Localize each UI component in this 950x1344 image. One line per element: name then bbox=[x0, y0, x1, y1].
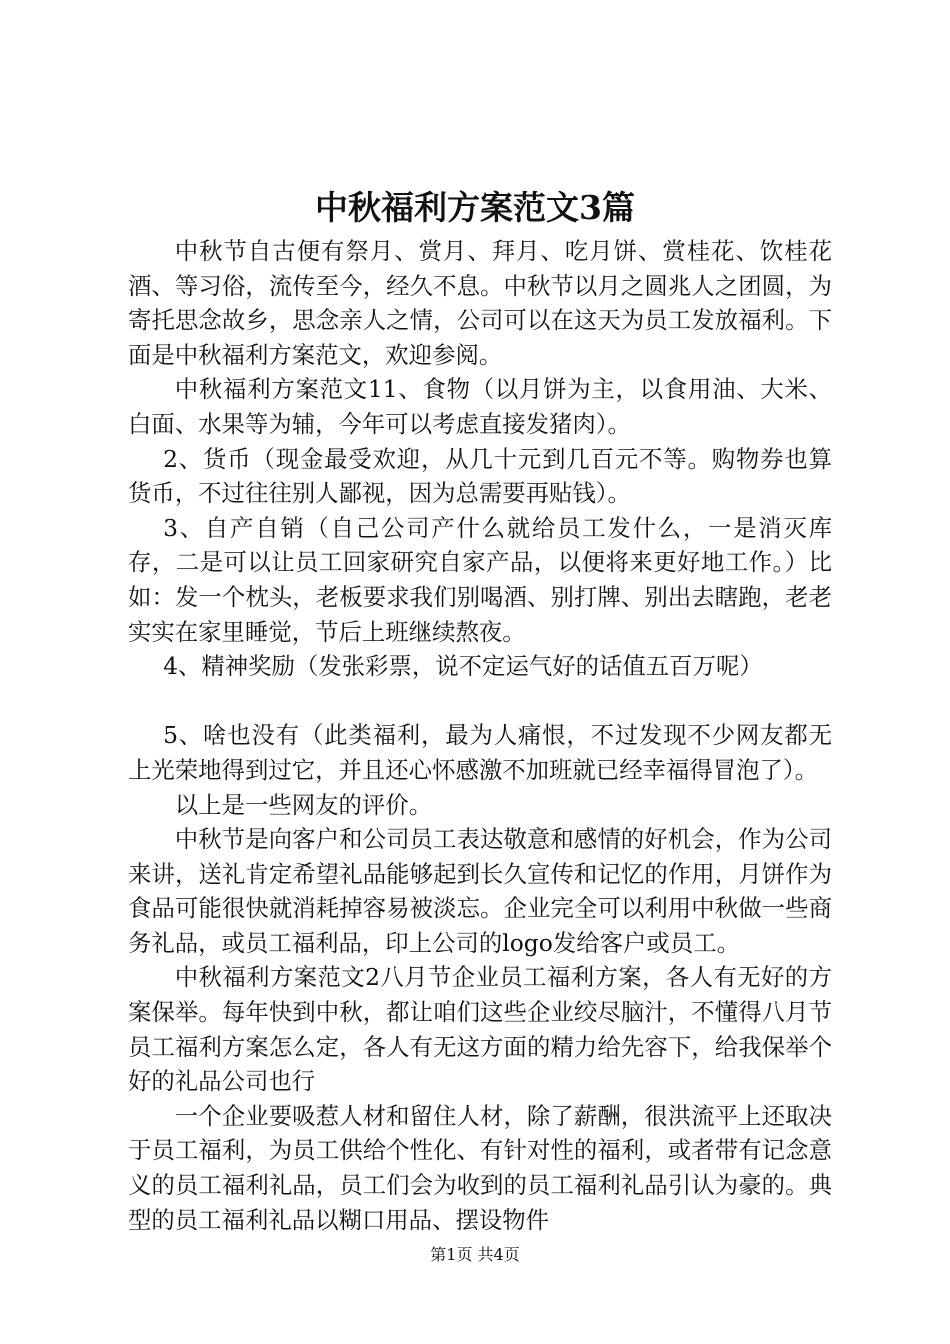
paragraph-item-2: 2、货币（现金最受欢迎，从几十元到几百元不等。购物券也算货币，不过往往别人鄙视，因为总需要再贴钱）。 bbox=[128, 444, 832, 508]
document-title: 中秋福利方案范文3篇 bbox=[315, 188, 635, 227]
paragraph-sample-2: 中秋福利方案范文2八月节企业员工福利方案，各人有无好的方案保举。每年快到中秋，都让咱们这些企业绞尽脑汁，不懂得八月节员工福利方案怎么定，各人有无这方面的精力给先容下，给我保举个好的礼品公司也行 bbox=[128, 963, 832, 1096]
paragraph-item-4: 4、精神奖励（发张彩票，说不定运气好的话值五百万呢） bbox=[163, 652, 763, 681]
paragraph-item-5: 5、啥也没有（此类福利，最为人痛恨，不过发现不少网友都无上光荣地得到过它，并且还心怀感激不加班就已经幸福得冒泡了）。 bbox=[128, 721, 832, 784]
page-footer: 第1页 共4页 bbox=[430, 1245, 520, 1264]
paragraph-comment: 以上是一些网友的评价。 bbox=[174, 790, 433, 819]
paragraph-item-3: 3、自产自销（自己公司产什么就给员工发什么，一是消灭库存，二是可以让员工回家研究自家产品，以便将来更好地工作。）比如：发一个枕头，老板要求我们别喝酒、别打牌、别出去瞎跑，老老实实在家里睡觉，节后上班继续熬夜。 bbox=[128, 513, 832, 646]
blank-line bbox=[128, 684, 832, 719]
paragraph-intro: 中秋节自古便有祭月、赏月、拜月、吃月饼、赏桂花、饮桂花酒、等习俗，流传至今，经久不息。中秋节以月之圆兆人之团圆，为寄托思念故乡，思念亲人之情，公司可以在这天为员工发放福利。下面是中秋福利方案范文，欢迎参阅。 bbox=[128, 237, 832, 369]
paragraph-item-1: 中秋福利方案范文11、食物（以月饼为主，以食用油、大米、白面、水果等为辅，今年可以考虑直接发猪肉）。 bbox=[128, 375, 832, 438]
paragraph-opportunity: 中秋节是向客户和公司员工表达敬意和感情的好机会，作为公司来讲，送礼肯定希望礼品能够起到长久宣传和记忆的作用，月饼作为食品可能很快就消耗掉容易被淡忘。企业完全可以利用中秋做一些商务礼品，或员工福利品，印上公司的logo发给客户或员工。 bbox=[128, 825, 832, 957]
document-body bbox=[128, 234, 832, 1237]
paragraph-talent: 一个企业要吸惹人材和留住人材，除了薪酬，很洪流平上还取决于员工福利，为员工供给个性化、有针对性的福利，或者带有记念意义的员工福利礼品，员工们会为收到的员工福利礼品引认为豪的。典型的员工福利礼品以糊口用品、摆设物件 bbox=[128, 1101, 832, 1234]
